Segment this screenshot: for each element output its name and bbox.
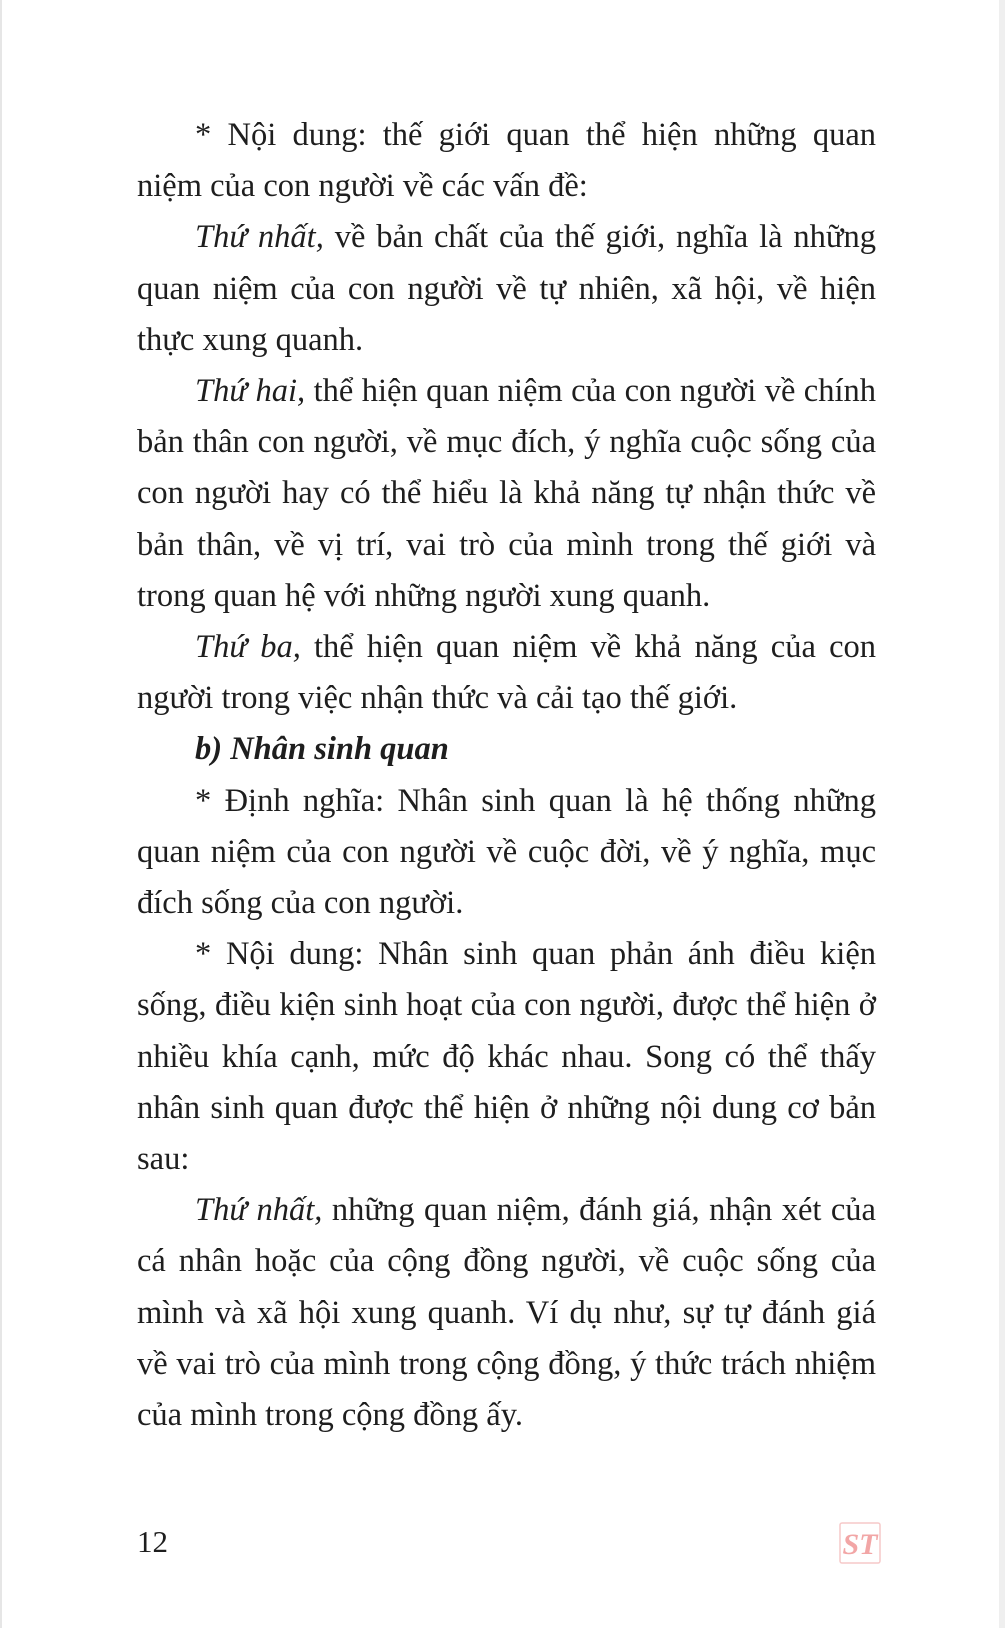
paragraph-lifeview-first-point: [137, 1185, 876, 1441]
paragraph-body: * Nội dung: Nhân sinh quan phản ánh điều kiện sống, điều kiện sinh hoạt của con người, được thể hiện ở nhiều khía cạnh, mức độ khác nhau. Song có thể thấy nhân sinh quan được thể hiện ở những nội dung cơ bản sau:: [137, 936, 876, 1178]
section-heading: b) Nhân sinh quan: [195, 731, 449, 768]
paragraph-first-point: [137, 212, 876, 366]
page-number: 12: [137, 1524, 168, 1559]
paragraph-lead: Thứ nhất,: [195, 1192, 323, 1229]
publisher-logo-icon: [838, 1520, 882, 1566]
paragraph-definition: [137, 776, 876, 930]
logo-text: ST: [842, 1528, 878, 1561]
paragraph-lead: Thứ ba,: [195, 629, 301, 666]
paragraph-lead: Thứ nhất,: [195, 219, 324, 256]
paragraph-body: những quan niệm, đánh giá, nhận xét của cá nhân hoặc của cộng đồng người, về cuộc sống của mình và xã hội xung quanh. Ví dụ như, sự tự đánh giá về vai trò của mình trong cộng đồng, ý thức trách nhiệm của mình trong cộng đồng ấy.: [137, 1192, 876, 1434]
paragraph-lead: Thứ hai,: [195, 373, 306, 410]
paragraph-body: * Định nghĩa: Nhân sinh quan là hệ thống những quan niệm của con người về cuộc đời, về ý nghĩa, mục đích sống của con người.: [137, 782, 876, 922]
paragraph-third-point: [137, 622, 876, 724]
paragraph-body: thể hiện quan niệm của con người về chính bản thân con người, về mục đích, ý nghĩa cuộc sống của con người hay có thể hiểu là khả năng tự nhận thức về bản thân, về vị trí, vai trò của mình trong thế giới và trong quan hệ với những người xung quanh.: [137, 373, 876, 614]
paragraph-body: thể hiện quan niệm về khả năng của con người trong việc nhận thức và cải tạo thế giới.: [137, 629, 876, 717]
paragraph-body: về bản chất của thế giới, nghĩa là những quan niệm của con người về tự nhiên, xã hội, về hiện thực xung quanh.: [137, 219, 876, 358]
paragraph-worldview-content: [137, 110, 876, 212]
paragraph-body: * Nội dung: thế giới quan thể hiện những quan niệm của con người về các vấn đề:: [137, 117, 876, 205]
paragraph-lifeview-content: [137, 929, 876, 1185]
paragraph-second-point: [137, 366, 876, 622]
page-body: [137, 110, 876, 1441]
